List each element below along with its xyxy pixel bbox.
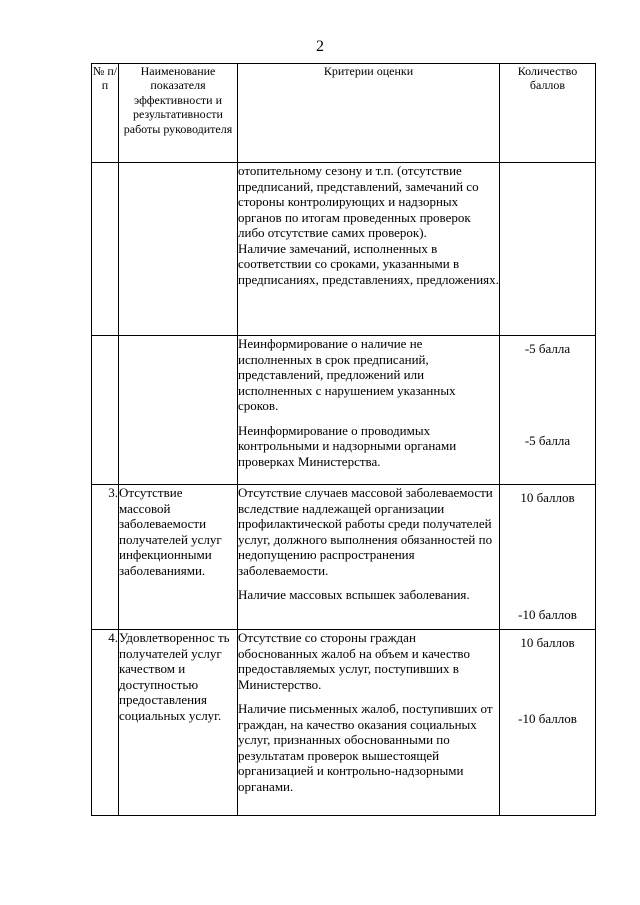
table-row bbox=[92, 630, 596, 816]
criteria-text: отопительному сезону и т.п. (отсутствие предписаний, представлений, замечаний со стороны контролирующих и надзорных органов по итогам проведенных проверок либо отсутствие самих проверок). bbox=[238, 163, 479, 240]
criteria-text: Отсутствие случаев массовой заболеваемости вследствие надлежащей организации профилактической работы среди получателей услуг, должного выполнения обязанностей по недопущению распространения заболеваемости. bbox=[238, 485, 493, 578]
score-value: -5 балла bbox=[524, 433, 571, 448]
row-num: 4. bbox=[92, 630, 119, 816]
row-name bbox=[119, 336, 238, 485]
criteria-text: Наличие замечаний, исполненных в соответствии со сроками, указанными в предписаниях, представлениях, предложениях. bbox=[238, 240, 499, 287]
row-score bbox=[500, 163, 596, 336]
criteria-text: Наличие письменных жалоб, поступивших от граждан, на качество оказания социальных услуг, признанных обоснованными по результатам проверок вышестоящей организацией и контрольно-надзорными органами. bbox=[238, 701, 493, 794]
header-criteria: Критерии оценки bbox=[238, 64, 500, 163]
table-row bbox=[92, 163, 596, 336]
row-score bbox=[500, 485, 596, 630]
row-criteria bbox=[238, 163, 500, 336]
criteria-text: Отсутствие со стороны граждан обоснованных жалоб на объем и качество предоставляемых услуг, поступивших в Министерство. bbox=[238, 630, 470, 692]
criteria-table bbox=[91, 63, 596, 816]
header-score: Количество баллов bbox=[500, 64, 596, 163]
row-name: Удовлетвореннос ть получателей услуг качеством и доступностью предоставления социальных услуг. bbox=[119, 630, 238, 816]
page-number: 2 bbox=[316, 38, 324, 55]
score-value: -10 баллов bbox=[518, 711, 577, 726]
row-score bbox=[500, 630, 596, 816]
criteria-text: Неинформирование о наличие не исполненных в срок предписаний, представлений, предложений или исполненных с нарушением указанных сроков. bbox=[238, 336, 456, 413]
row-name: Отсутствие массовой заболеваемости получателей услуг инфекционными заболеваниями. bbox=[119, 485, 238, 630]
row-num bbox=[92, 336, 119, 485]
header-num: № п/п bbox=[92, 64, 119, 163]
header-name: Наименование показателя эффективности и результативности работы руководителя bbox=[119, 64, 238, 163]
row-name bbox=[119, 163, 238, 336]
row-num: 3. bbox=[92, 485, 119, 630]
row-num bbox=[92, 163, 119, 336]
table-row bbox=[92, 336, 596, 485]
table-header-row bbox=[92, 64, 596, 163]
row-score bbox=[500, 336, 596, 485]
score-value: -10 баллов bbox=[518, 607, 577, 622]
table-row bbox=[92, 485, 596, 630]
criteria-text: Неинформирование о проводимых контрольными и надзорными органами проверках Министерства. bbox=[238, 422, 457, 469]
row-criteria bbox=[238, 630, 500, 816]
score-value: 10 баллов bbox=[520, 490, 575, 505]
score-value: 10 баллов bbox=[520, 635, 575, 650]
row-criteria bbox=[238, 336, 500, 485]
score-value: -5 балла bbox=[524, 341, 571, 356]
row-criteria bbox=[238, 485, 500, 630]
criteria-text: Наличие массовых вспышек заболевания. bbox=[238, 587, 470, 602]
